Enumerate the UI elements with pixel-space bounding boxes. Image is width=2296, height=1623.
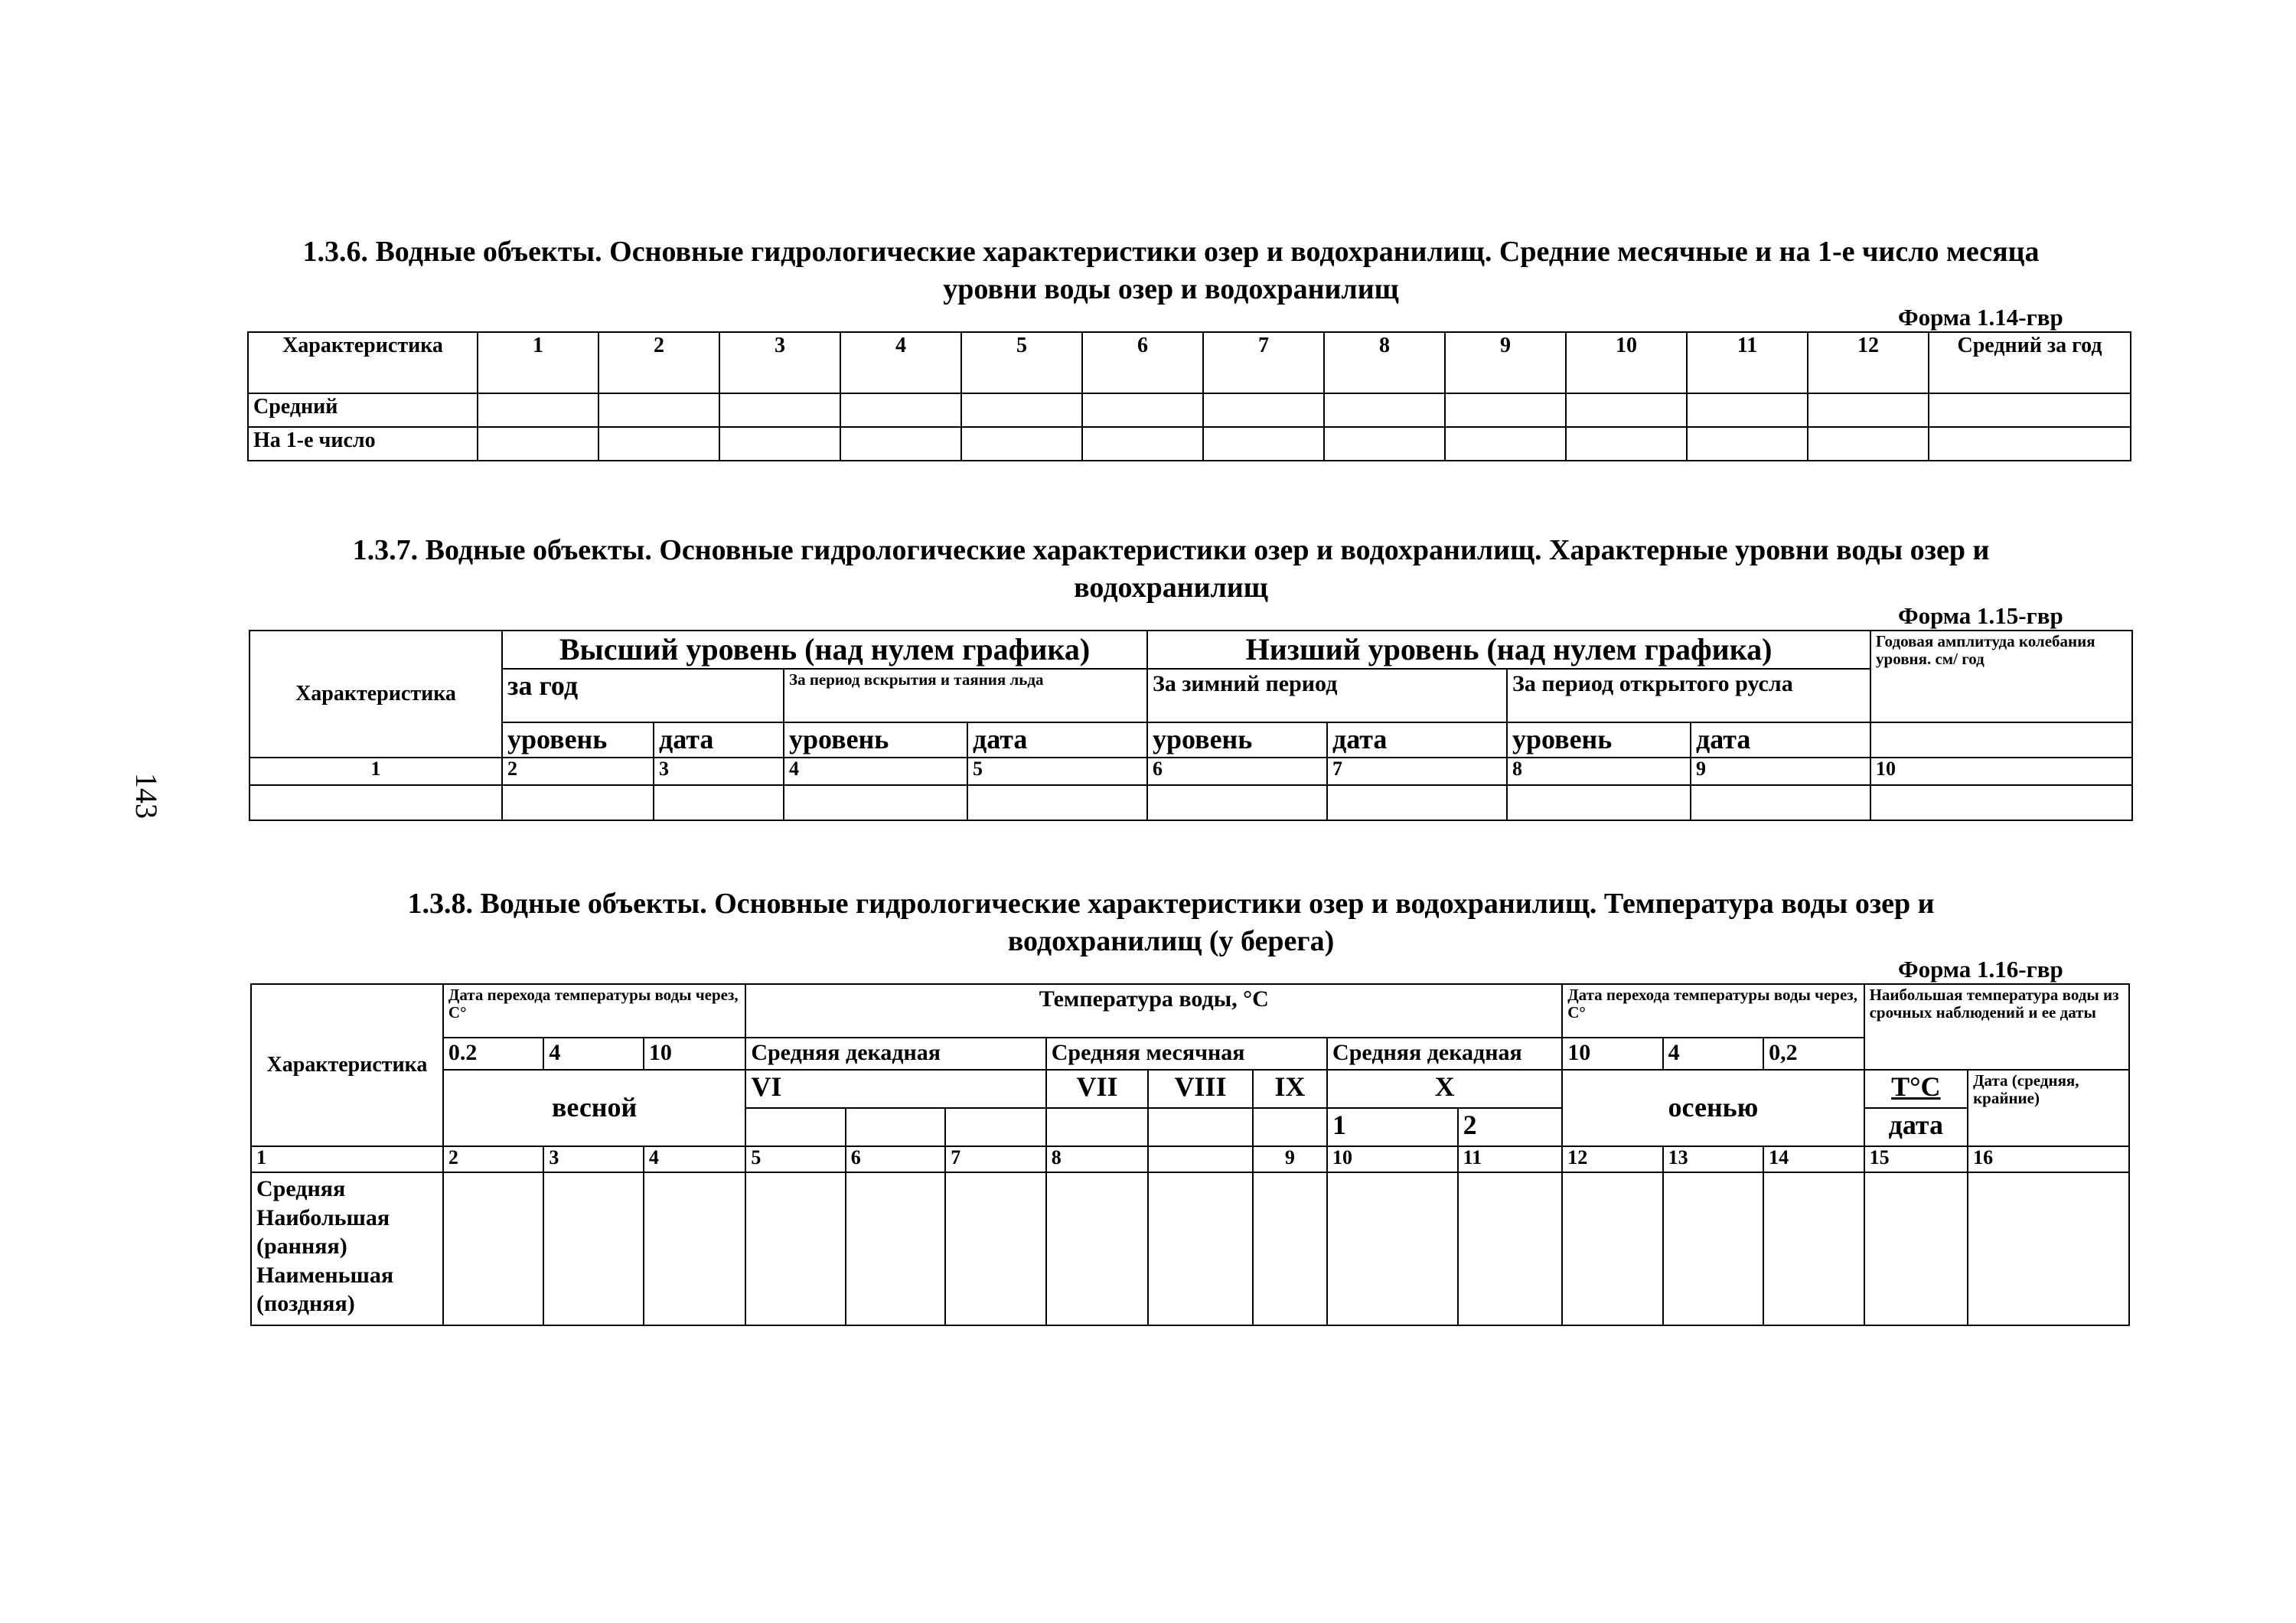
header-month-10: 10	[1566, 332, 1687, 393]
table-characteristic-levels	[249, 630, 2133, 821]
header-month-vii: VII	[1046, 1070, 1148, 1108]
header-month-ix: IX	[1253, 1070, 1327, 1108]
header-level: уровень	[502, 722, 654, 758]
header-lowest-level: Низший уровень (над нулем графика)	[1147, 631, 1870, 669]
column-number: 1	[251, 1146, 443, 1172]
column-number: 15	[1864, 1146, 1968, 1172]
header-month-x: X	[1327, 1070, 1562, 1108]
autumn-threshold: 0,2	[1763, 1038, 1864, 1070]
header-month-6: 6	[1082, 332, 1203, 393]
header-month-2: 2	[598, 332, 719, 393]
header-date: дата	[967, 722, 1147, 758]
row-label-first-day: На 1-е число	[248, 427, 478, 461]
header-characteristic: Характеристика	[248, 332, 478, 393]
section-1-3-7-title: 1.3.7. Водные объекты. Основные гидрологические характеристики озер и водохранилищ. Характерные уровни воды озер и водохранилищ	[352, 534, 1990, 605]
header-month-9: 9	[1445, 332, 1566, 393]
spring-threshold: 4	[543, 1038, 643, 1070]
page-number: 143	[129, 773, 164, 819]
header-annual-average: Средний за год	[1929, 332, 2131, 393]
column-number: 5	[745, 1146, 845, 1172]
header-winter-period: За зимний период	[1147, 669, 1507, 722]
header-date: дата	[654, 722, 784, 758]
header-decade-1: 1	[1327, 1108, 1458, 1146]
header-breakup-period: За период вскрытия и таяния льда	[784, 669, 1147, 722]
header-open-channel-period: За период открытого русла	[1507, 669, 1870, 722]
row-label-average: Средняя	[256, 1176, 346, 1201]
column-number: 14	[1763, 1146, 1864, 1172]
section-1-3-6-title: 1.3.6. Водные объекты. Основные гидрологические характеристики озер и водохранилищ. Средние месячные и на 1-е число месяца уровни воды озер и водохранилищ	[302, 236, 2040, 306]
section-1-3-8-title: 1.3.8. Водные объекты. Основные гидрологические характеристики озер и водохранилищ. Температура воды озер и водохранилищ (у берега)	[407, 888, 1935, 958]
header-decade-2: 2	[1458, 1108, 1563, 1146]
header-characteristic: Характеристика	[251, 984, 443, 1146]
table-monthly-levels	[247, 331, 2131, 461]
spring-threshold: 10	[644, 1038, 745, 1070]
header-level: уровень	[784, 722, 967, 758]
header-month-viii: VIII	[1148, 1070, 1252, 1108]
column-number: 6	[1147, 758, 1327, 785]
column-number: 9	[1253, 1146, 1327, 1172]
form-label-1-16: Форма 1.16-гвр	[1898, 956, 2063, 983]
column-number	[1148, 1146, 1252, 1172]
column-number: 10	[1327, 1146, 1458, 1172]
header-water-temperature: Температура воды, °С	[745, 984, 1562, 1038]
row-labels	[251, 1172, 443, 1325]
row-label-average: Средний	[248, 393, 478, 427]
header-date-note: Дата (средняя, крайние)	[1968, 1070, 2129, 1146]
table-row	[249, 785, 2132, 820]
column-number: 6	[846, 1146, 945, 1172]
header-level: уровень	[1507, 722, 1691, 758]
table-row	[248, 393, 2131, 427]
row-label-max-early: Наибольшая (ранняя)	[256, 1204, 390, 1259]
column-number: 4	[644, 1146, 745, 1172]
header-highest-level: Высший уровень (над нулем графика)	[502, 631, 1147, 669]
header-characteristic: Характеристика	[249, 631, 502, 758]
column-number: 5	[967, 758, 1147, 785]
header-month-vi: VI	[745, 1070, 1045, 1108]
table-row	[248, 427, 2131, 461]
header-monthly-average: Средняя месячная	[1046, 1038, 1327, 1070]
header-month-11: 11	[1687, 332, 1808, 393]
table-row	[251, 1172, 2129, 1325]
column-number: 9	[1691, 758, 1870, 785]
column-number: 7	[1327, 758, 1507, 785]
header-transition-date-spring: Дата перехода температуры воды через, С°	[443, 984, 745, 1038]
header-spring: весной	[443, 1070, 745, 1146]
header-month-4: 4	[840, 332, 961, 393]
form-label-1-14: Форма 1.14-гвр	[1898, 304, 2063, 331]
autumn-threshold: 10	[1562, 1038, 1662, 1070]
column-number: 10	[1870, 758, 2132, 785]
spring-threshold: 0.2	[443, 1038, 543, 1070]
header-decade-average-june: Средняя декадная	[745, 1038, 1045, 1070]
header-t-date: дата	[1864, 1108, 1968, 1146]
row-label-min-late: Наименьшая (поздняя)	[256, 1262, 394, 1316]
header-autumn: осенью	[1562, 1070, 1864, 1146]
header-month-5: 5	[961, 332, 1082, 393]
header-month-8: 8	[1324, 332, 1445, 393]
column-number: 11	[1458, 1146, 1563, 1172]
header-max-temperature: Наибольшая температура воды из срочных наблюдений и ее даты	[1864, 984, 2129, 1070]
header-month-1: 1	[478, 332, 598, 393]
column-number: 2	[443, 1146, 543, 1172]
column-number: 3	[654, 758, 784, 785]
column-number: 8	[1507, 758, 1691, 785]
column-number: 3	[543, 1146, 643, 1172]
header-month-12: 12	[1808, 332, 1929, 393]
table-row	[251, 1146, 2129, 1172]
column-number: 1	[249, 758, 502, 785]
header-annual-amplitude: Годовая амплитуда колебания уровня. см/ год	[1870, 631, 2132, 722]
autumn-threshold: 4	[1663, 1038, 1763, 1070]
header-date: дата	[1691, 722, 1870, 758]
form-label-1-15: Форма 1.15-гвр	[1898, 602, 2063, 629]
column-number: 8	[1046, 1146, 1148, 1172]
header-date: дата	[1327, 722, 1507, 758]
column-number: 7	[945, 1146, 1045, 1172]
column-number: 2	[502, 758, 654, 785]
header-for-year: за год	[502, 669, 784, 722]
column-number: 13	[1663, 1146, 1763, 1172]
table-row	[249, 758, 2132, 785]
header-month-7: 7	[1203, 332, 1324, 393]
header-t-celsius: T°C	[1864, 1070, 1968, 1108]
table-water-temperature	[250, 983, 2130, 1326]
column-number: 12	[1562, 1146, 1662, 1172]
column-number: 16	[1968, 1146, 2129, 1172]
header-transition-date-autumn: Дата перехода температуры воды через, С°	[1562, 984, 1864, 1038]
header-month-3: 3	[719, 332, 840, 393]
header-decade-average-october: Средняя декадная	[1327, 1038, 1562, 1070]
header-level: уровень	[1147, 722, 1327, 758]
column-number: 4	[784, 758, 967, 785]
